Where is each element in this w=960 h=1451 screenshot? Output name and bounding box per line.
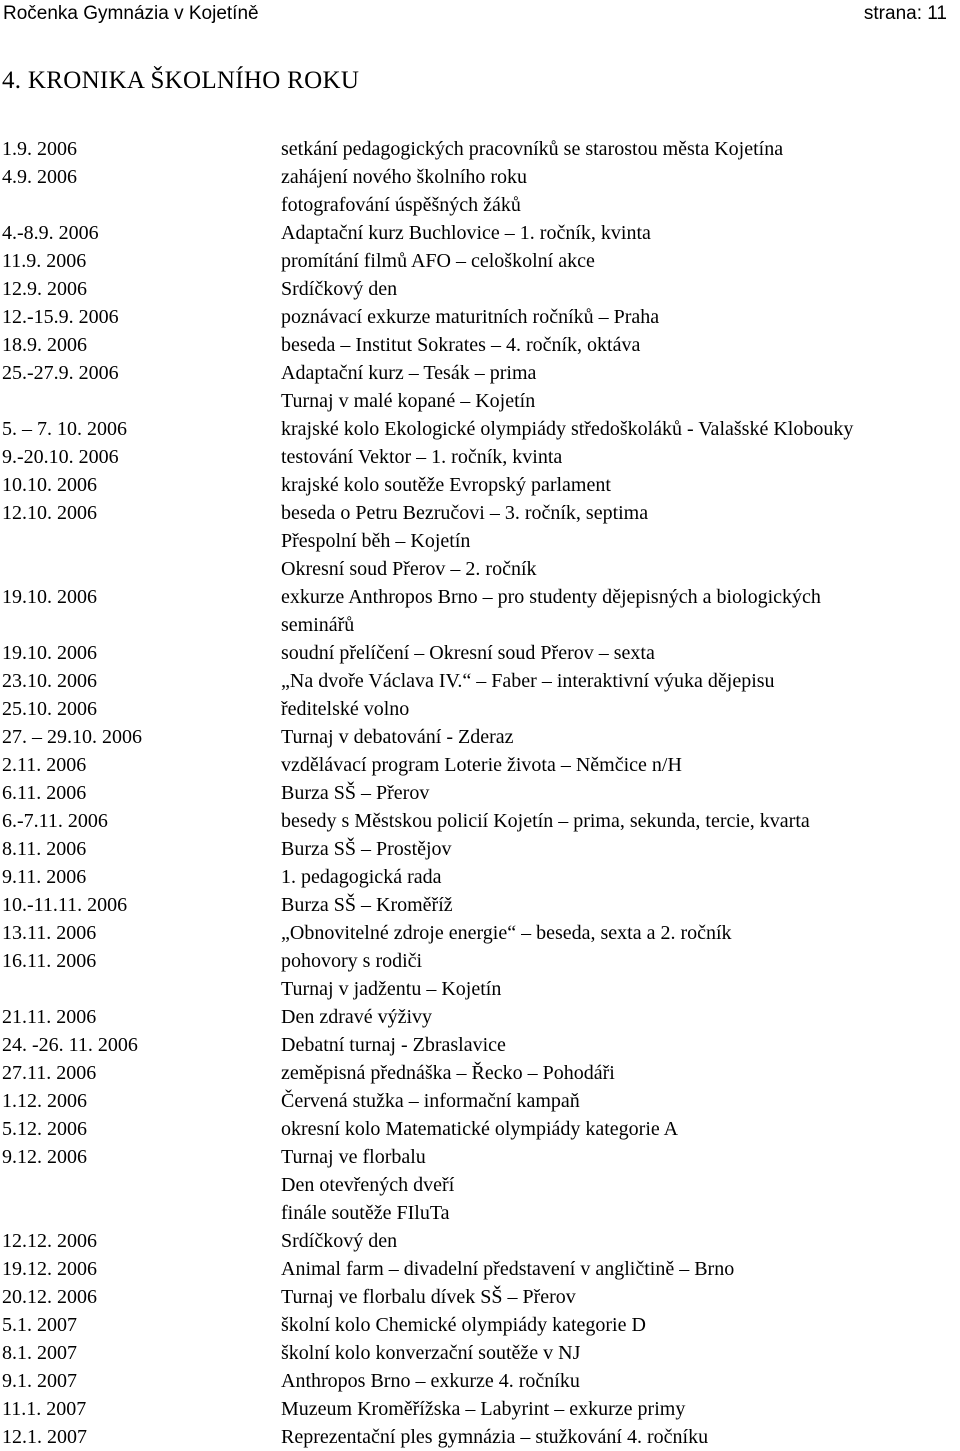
- entry-event: exkurze Anthropos Brno – pro studenty dějepisných a biologických: [281, 586, 821, 608]
- entry-date: 6.11. 2006: [2, 782, 87, 804]
- entry-date: 10.10. 2006: [2, 474, 97, 496]
- page-header: [0, 0, 960, 28]
- entry-date: 20.12. 2006: [2, 1286, 97, 1308]
- entry-event: krajské kolo Ekologické olympiády středoškoláků - Valašské Klobouky: [281, 418, 854, 440]
- entry-event: Turnaj v jadžentu – Kojetín: [281, 978, 502, 1000]
- entry-event: Přespolní běh – Kojetín: [281, 530, 471, 552]
- entry-date: 24. -26. 11. 2006: [2, 1034, 138, 1056]
- entry-date: 2.11. 2006: [2, 754, 87, 776]
- chronicle-entry: [0, 1283, 960, 1311]
- entry-event: soudní přelíčení – Okresní soud Přerov – sexta: [281, 642, 655, 664]
- chronicle-entry: [0, 331, 960, 359]
- entry-event: školní kolo Chemické olympiády kategorie D: [281, 1314, 646, 1336]
- chronicle-entry: [0, 303, 960, 331]
- entry-date: 4.9. 2006: [2, 166, 77, 188]
- entry-event: Reprezentační ples gymnázia – stužkování 4. ročníku: [281, 1426, 709, 1448]
- entry-event: Anthropos Brno – exkurze 4. ročníku: [281, 1370, 580, 1392]
- chronicle-entry: [0, 1311, 960, 1339]
- entry-event: Srdíčkový den: [281, 278, 398, 300]
- entry-event: poznávací exkurze maturitních ročníků – Praha: [281, 306, 660, 328]
- chronicle-entry: [0, 191, 960, 219]
- entry-event: Debatní turnaj - Zbraslavice: [281, 1034, 506, 1056]
- entry-event: ředitelské volno: [281, 698, 410, 720]
- entry-event: „Na dvoře Václava IV.“ – Faber – interaktivní výuka dějepisu: [281, 670, 775, 692]
- section-title: 4. KRONIKA ŠKOLNÍHO ROKU: [2, 67, 360, 94]
- entry-event: Adaptační kurz Buchlovice – 1. ročník, kvinta: [281, 222, 651, 244]
- chronicle-entry: [0, 779, 960, 807]
- chronicle-entry: [0, 1339, 960, 1367]
- chronicle-entry: [0, 527, 960, 555]
- entry-event: Den otevřených dveří: [281, 1174, 455, 1196]
- chronicle-list: [0, 135, 960, 1451]
- chronicle-entry: [0, 975, 960, 1003]
- chronicle-entry: [0, 135, 960, 163]
- entry-date: 19.10. 2006: [2, 642, 97, 664]
- entry-date: 10.-11.11. 2006: [2, 894, 128, 916]
- chronicle-entry: [0, 275, 960, 303]
- entry-date: 12.1. 2007: [2, 1426, 87, 1448]
- entry-date: 11.1. 2007: [2, 1398, 87, 1420]
- entry-date: 9.1. 2007: [2, 1370, 77, 1392]
- chronicle-entry: [0, 1003, 960, 1031]
- entry-date: 13.11. 2006: [2, 922, 97, 944]
- chronicle-entry: [0, 835, 960, 863]
- entry-date: 1.12. 2006: [2, 1090, 87, 1112]
- chronicle-entry: [0, 723, 960, 751]
- entry-event: Burza SŠ – Kroměříž: [281, 894, 453, 916]
- chronicle-entry: [0, 1423, 960, 1451]
- chronicle-entry: [0, 1199, 960, 1227]
- entry-event: Muzeum Kroměřížska – Labyrint – exkurze primy: [281, 1398, 686, 1420]
- entry-event: Adaptační kurz – Tesák – prima: [281, 362, 537, 384]
- chronicle-entry: [0, 163, 960, 191]
- chronicle-entry: [0, 443, 960, 471]
- entry-date: 9.12. 2006: [2, 1146, 87, 1168]
- entry-date: 16.11. 2006: [2, 950, 97, 972]
- chronicle-entry: [0, 1171, 960, 1199]
- chronicle-entry: [0, 611, 960, 639]
- chronicle-entry: [0, 947, 960, 975]
- chronicle-entry: [0, 415, 960, 443]
- chronicle-entry: [0, 1395, 960, 1423]
- entry-event: „Obnovitelné zdroje energie“ – beseda, sexta a 2. ročník: [281, 922, 732, 944]
- entry-event: Červená stužka – informační kampaň: [281, 1090, 580, 1112]
- chronicle-entry: [0, 695, 960, 723]
- yearbook-title: Ročenka Gymnázia v Kojetíně: [3, 3, 259, 24]
- chronicle-entry: [0, 359, 960, 387]
- entry-date: 25.10. 2006: [2, 698, 97, 720]
- chronicle-entry: [0, 639, 960, 667]
- chronicle-entry: [0, 1087, 960, 1115]
- entry-date: 12.10. 2006: [2, 502, 97, 524]
- chronicle-entry: [0, 583, 960, 611]
- entry-event: promítání filmů AFO – celoškolní akce: [281, 250, 595, 272]
- chronicle-entry: [0, 1367, 960, 1395]
- entry-event: beseda o Petru Bezručovi – 3. ročník, septima: [281, 502, 649, 524]
- entry-date: 12.9. 2006: [2, 278, 87, 300]
- entry-event: krajské kolo soutěže Evropský parlament: [281, 474, 611, 496]
- entry-date: 8.1. 2007: [2, 1342, 77, 1364]
- entry-date: 8.11. 2006: [2, 838, 87, 860]
- entry-event: Den zdravé výživy: [281, 1006, 433, 1028]
- entry-date: 12.-15.9. 2006: [2, 306, 119, 328]
- entry-event: Animal farm – divadelní představení v angličtině – Brno: [281, 1258, 735, 1280]
- chronicle-entry: [0, 219, 960, 247]
- entry-event: Turnaj v debatování - Zderaz: [281, 726, 514, 748]
- entry-event: zeměpisná přednáška – Řecko – Pohodáři: [281, 1062, 615, 1084]
- entry-date: 9.11. 2006: [2, 866, 87, 888]
- entry-date: 12.12. 2006: [2, 1230, 97, 1252]
- entry-date: 23.10. 2006: [2, 670, 97, 692]
- chronicle-entry: [0, 1059, 960, 1087]
- entry-date: 27. – 29.10. 2006: [2, 726, 142, 748]
- entry-event: školní kolo konverzační soutěže v NJ: [281, 1342, 581, 1364]
- entry-date: 5.1. 2007: [2, 1314, 77, 1336]
- entry-event: beseda – Institut Sokrates – 4. ročník, oktáva: [281, 334, 641, 356]
- entry-event: Turnaj ve florbalu dívek SŠ – Přerov: [281, 1286, 576, 1308]
- entry-date: 19.10. 2006: [2, 586, 97, 608]
- entry-event: Srdíčkový den: [281, 1230, 398, 1252]
- chronicle-entry: [0, 387, 960, 415]
- entry-date: 27.11. 2006: [2, 1062, 97, 1084]
- entry-event: seminářů: [281, 614, 355, 636]
- entry-event: Burza SŠ – Přerov: [281, 782, 430, 804]
- entry-date: 25.-27.9. 2006: [2, 362, 119, 384]
- chronicle-entry: [0, 1227, 960, 1255]
- entry-event: 1. pedagogická rada: [281, 866, 442, 888]
- entry-date: 6.-7.11. 2006: [2, 810, 108, 832]
- entry-date: 5. – 7. 10. 2006: [2, 418, 127, 440]
- entry-event: setkání pedagogických pracovníků se starostou města Kojetína: [281, 138, 784, 160]
- chronicle-entry: [0, 751, 960, 779]
- chronicle-entry: [0, 863, 960, 891]
- chronicle-entry: [0, 891, 960, 919]
- entry-event: pohovory s rodiči: [281, 950, 423, 972]
- chronicle-entry: [0, 807, 960, 835]
- entry-date: 18.9. 2006: [2, 334, 87, 356]
- entry-date: 21.11. 2006: [2, 1006, 97, 1028]
- entry-date: 9.-20.10. 2006: [2, 446, 119, 468]
- entry-event: besedy s Městskou policií Kojetín – prima, sekunda, tercie, kvarta: [281, 810, 810, 832]
- entry-event: testování Vektor – 1. ročník, kvinta: [281, 446, 563, 468]
- chronicle-entry: [0, 247, 960, 275]
- chronicle-entry: [0, 499, 960, 527]
- entry-event: Burza SŠ – Prostějov: [281, 838, 452, 860]
- chronicle-entry: [0, 1031, 960, 1059]
- entry-date: 5.12. 2006: [2, 1118, 87, 1140]
- entry-date: 4.-8.9. 2006: [2, 222, 99, 244]
- entry-event: zahájení nového školního roku: [281, 166, 528, 188]
- entry-event: vzdělávací program Loterie života – Němčice n/H: [281, 754, 682, 776]
- entry-event: Okresní soud Přerov – 2. ročník: [281, 558, 537, 580]
- chronicle-entry: [0, 1115, 960, 1143]
- entry-event: okresní kolo Matematické olympiády kategorie A: [281, 1118, 679, 1140]
- entry-date: 1.9. 2006: [2, 138, 77, 160]
- entry-event: Turnaj ve florbalu: [281, 1146, 426, 1168]
- chronicle-entry: [0, 1143, 960, 1171]
- entry-event: finále soutěže FIluTa: [281, 1202, 450, 1224]
- entry-event: Turnaj v malé kopané – Kojetín: [281, 390, 536, 412]
- chronicle-entry: [0, 555, 960, 583]
- chronicle-entry: [0, 919, 960, 947]
- entry-date: 11.9. 2006: [2, 250, 87, 272]
- chronicle-entry: [0, 667, 960, 695]
- entry-event: fotografování úspěšných žáků: [281, 194, 521, 216]
- chronicle-entry: [0, 471, 960, 499]
- page-number: strana: 11: [863, 3, 947, 24]
- chronicle-entry: [0, 1255, 960, 1283]
- entry-date: 19.12. 2006: [2, 1258, 97, 1280]
